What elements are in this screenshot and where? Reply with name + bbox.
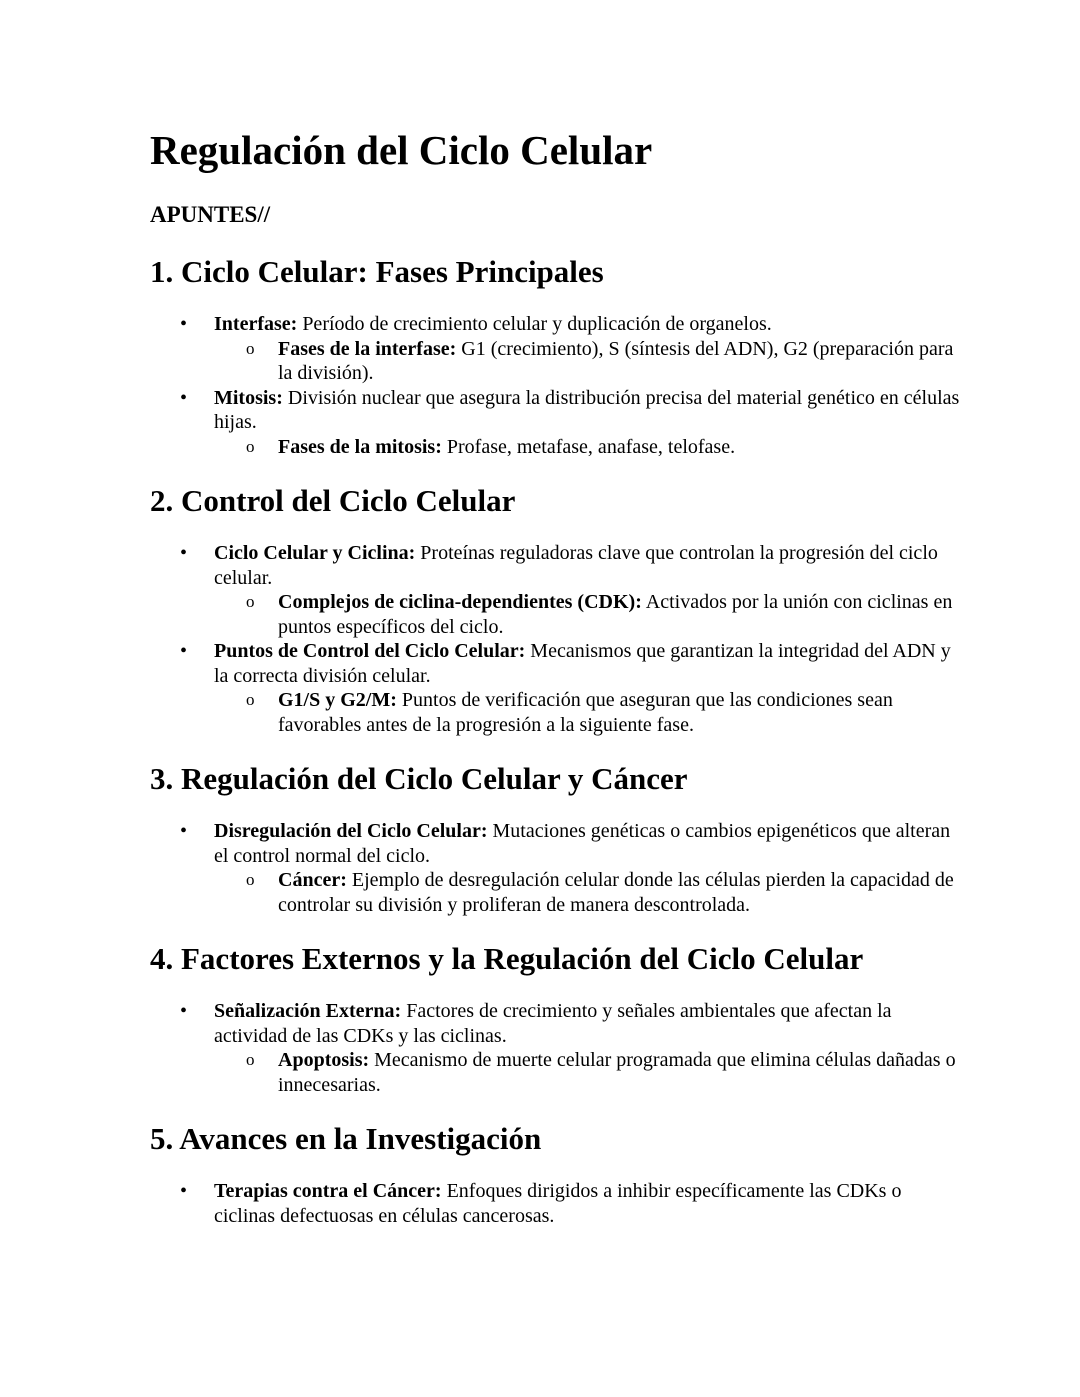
sub-bullet-item: [214, 337, 960, 386]
bullet-item: [150, 312, 960, 386]
sub-bullet-item: [214, 435, 960, 460]
bullet-item: [150, 1179, 960, 1228]
bullet-text: Mutaciones genéticas o cambios epigenéticos que alteran el control normal del ciclo.: [214, 820, 951, 867]
section-3: [150, 759, 960, 917]
bullet-list: [150, 312, 960, 459]
sub-bullet-item: [214, 590, 960, 639]
bullet-item: [150, 541, 960, 639]
sub-bullet-list: [214, 688, 960, 737]
sub-bullet-text: Mecanismo de muerte celular programada que elimina células dañadas o innecesarias.: [278, 1049, 956, 1096]
sub-bullet-list: [214, 590, 960, 639]
page-subtitle: APUNTES//: [150, 202, 271, 227]
section-heading: 3. Regulación del Ciclo Celular y Cáncer: [150, 761, 688, 796]
section-heading: 4. Factores Externos y la Regulación del Ciclo Celular: [150, 941, 864, 976]
sub-bullet-item: [214, 688, 960, 737]
sub-bullet-text: Puntos de verificación que aseguran que las condiciones sean favorables antes de la progresión a la siguiente fase.: [278, 689, 893, 736]
sub-bullet-list: [214, 435, 960, 460]
bullet-text: Proteínas reguladoras clave que controlan la progresión del ciclo celular.: [214, 542, 938, 589]
bullet-label: Ciclo Celular y Ciclina:: [214, 542, 416, 564]
sub-bullet-text: Activados por la unión con ciclinas en puntos específicos del ciclo.: [278, 591, 953, 638]
sub-bullet-item: [214, 868, 960, 917]
page-title: Regulación del Ciclo Celular: [150, 127, 653, 173]
bullet-item: [150, 999, 960, 1097]
sub-bullet-text: Ejemplo de desregulación celular donde las células pierden la capacidad de controlar su división y proliferan de manera descontrolada.: [278, 869, 954, 916]
sub-bullet-label: Fases de la mitosis:: [278, 435, 442, 458]
sub-bullet-text: Profase, metafase, anafase, telofase.: [441, 435, 736, 458]
section-heading: 2. Control del Ciclo Celular: [150, 483, 516, 518]
bullet-list: [150, 819, 960, 917]
section-heading: 1. Ciclo Celular: Fases Principales: [150, 254, 604, 289]
sub-bullet-label: Fases de la interfase:: [278, 337, 457, 360]
section-5: [150, 1119, 960, 1228]
sub-bullet-label: G1/S y G2/M:: [278, 689, 397, 711]
sub-bullet-text: G1 (crecimiento), S (síntesis del ADN), G2 (preparación para la división).: [278, 337, 954, 384]
sections-container: [150, 252, 960, 1228]
bullet-label: Terapias contra el Cáncer:: [214, 1180, 442, 1202]
bullet-item: [150, 819, 960, 917]
bullet-label: Disregulación del Ciclo Celular:: [214, 820, 488, 842]
bullet-label: Mitosis:: [214, 386, 283, 409]
bullet-list: [150, 999, 960, 1097]
bullet-item: [150, 386, 960, 460]
bullet-label: Puntos de Control del Ciclo Celular:: [214, 640, 526, 662]
bullet-text: Período de crecimiento celular y duplicación de organelos.: [297, 313, 772, 335]
bullet-item: [150, 639, 960, 737]
section-1: [150, 252, 960, 459]
section-4: [150, 939, 960, 1097]
bullet-text: Factores de crecimiento y señales ambientales que afectan la actividad de las CDKs y las ciclinas.: [214, 1000, 892, 1047]
bullet-text: Mecanismos que garantizan la integridad del ADN y la correcta división celular.: [214, 640, 951, 687]
sub-bullet-list: [214, 868, 960, 917]
sub-bullet-list: [214, 337, 960, 386]
section-heading: 5. Avances en la Investigación: [150, 1121, 542, 1156]
section-2: [150, 481, 960, 737]
bullet-text: Enfoques dirigidos a inhibir específicamente las CDKs o ciclinas defectuosas en células cancerosas.: [214, 1180, 902, 1227]
sub-bullet-label: Cáncer:: [278, 869, 347, 891]
bullet-list: [150, 1179, 960, 1228]
sub-bullet-list: [214, 1048, 960, 1097]
bullet-label: Señalización Externa:: [214, 1000, 402, 1022]
sub-bullet-item: [214, 1048, 960, 1097]
bullet-label: Interfase:: [214, 313, 298, 335]
sub-bullet-label: Complejos de ciclina-dependientes (CDK):: [278, 591, 642, 613]
bullet-text: División nuclear que asegura la distribución precisa del material genético en células hijas.: [214, 386, 960, 433]
bullet-list: [150, 541, 960, 737]
sub-bullet-label: Apoptosis:: [278, 1049, 370, 1071]
